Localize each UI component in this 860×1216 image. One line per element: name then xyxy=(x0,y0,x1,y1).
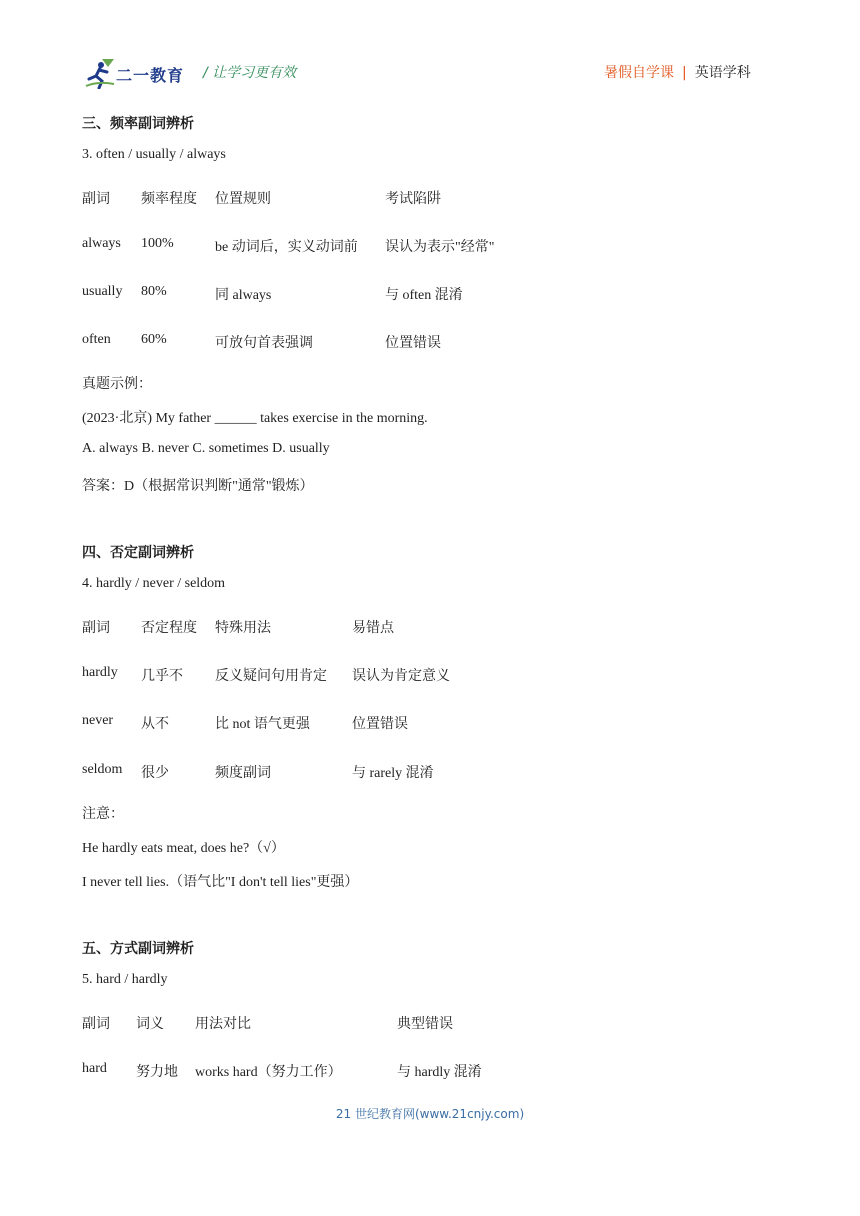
table-cell: hard xyxy=(82,1061,107,1076)
section-subtitle: 5. hard / hardly xyxy=(82,972,168,987)
table-cell: 与 rarely 混淆 xyxy=(352,766,434,781)
course-label: 暑假自学课 xyxy=(604,65,674,81)
table-cell: often xyxy=(82,332,111,347)
logo-text: 二一教育 xyxy=(116,66,185,85)
table-cell: never xyxy=(82,713,114,728)
example-label: 真题示例： xyxy=(82,377,152,392)
table-cell: usually xyxy=(82,284,123,299)
logo xyxy=(84,57,188,89)
table-header: 易错点 xyxy=(352,621,394,636)
table-cell: 从不 xyxy=(141,717,169,732)
table-header: 频率程度 xyxy=(141,192,197,207)
table-cell: 几乎不 xyxy=(141,669,183,684)
table-cell: 与 hardly 混淆 xyxy=(397,1065,482,1080)
table-cell: 位置错误 xyxy=(352,717,408,732)
table-cell: 60% xyxy=(141,332,167,347)
table-cell: 误认为肯定意义 xyxy=(352,669,450,684)
table-cell: works hard（努力工作） xyxy=(195,1065,342,1080)
table-cell: 努力地 xyxy=(136,1065,178,1080)
table-header: 否定程度 xyxy=(141,621,197,636)
runner-logo-icon xyxy=(84,57,118,89)
section-heading: 四、否定副词辨析 xyxy=(82,545,194,561)
table-cell: 同 always xyxy=(215,288,272,303)
section-heading: 三、频率副词辨析 xyxy=(82,116,194,132)
table-header: 词义 xyxy=(136,1017,164,1032)
table-cell: 80% xyxy=(141,284,167,299)
table-header: 副词 xyxy=(82,192,110,207)
header-right xyxy=(604,62,751,82)
table-header: 副词 xyxy=(82,1017,110,1032)
section-subtitle: 4. hardly / never / seldom xyxy=(82,576,226,591)
table-cell: seldom xyxy=(82,762,123,777)
table-cell: 很少 xyxy=(141,766,169,781)
section-heading: 五、方式副词辨析 xyxy=(82,941,194,957)
table-cell: 误认为表示"经常" xyxy=(385,240,495,255)
table-cell: 位置错误 xyxy=(385,336,441,351)
table-header: 位置规则 xyxy=(215,192,271,207)
note-label: 注意： xyxy=(82,807,124,822)
table-cell: be 动词后，实义动词前 xyxy=(215,240,358,255)
table-cell: always xyxy=(82,236,121,251)
table-cell: hardly xyxy=(82,665,118,680)
table-header: 典型错误 xyxy=(397,1017,453,1032)
table-cell: 100% xyxy=(141,236,174,251)
table-cell: 可放句首表强调 xyxy=(215,336,313,351)
table-cell: 比 not 语气更强 xyxy=(215,717,310,732)
header-separator: | xyxy=(682,65,687,81)
table-header: 考试陷阱 xyxy=(385,192,441,207)
table-cell: 频度副词 xyxy=(215,766,271,781)
section-subtitle: 3. often / usually / always xyxy=(82,147,226,162)
table-cell: 反义疑问句用肯定 xyxy=(215,669,327,684)
note-line: He hardly eats meat, does he?（√） xyxy=(82,841,285,856)
example-options: A. always B. never C. sometimes D. usually xyxy=(82,441,330,456)
footer-link[interactable]: 21 世纪教育网(www.21cnjy.com) xyxy=(335,1107,525,1121)
table-header: 特殊用法 xyxy=(215,621,271,636)
table-header: 用法对比 xyxy=(195,1017,251,1032)
example-answer: 答案：D（根据常识判断"通常"锻炼） xyxy=(82,479,314,494)
table-cell: 与 often 混淆 xyxy=(385,288,463,303)
table-header: 副词 xyxy=(82,621,110,636)
slogan: / 让学习更有效 xyxy=(203,65,297,81)
example-question: (2023·北京) My father ______ takes exercise in the morning. xyxy=(82,411,428,426)
note-line: I never tell lies.（语气比"I don't tell lies"更强） xyxy=(82,875,359,890)
subject-label: 英语学科 xyxy=(694,65,751,81)
